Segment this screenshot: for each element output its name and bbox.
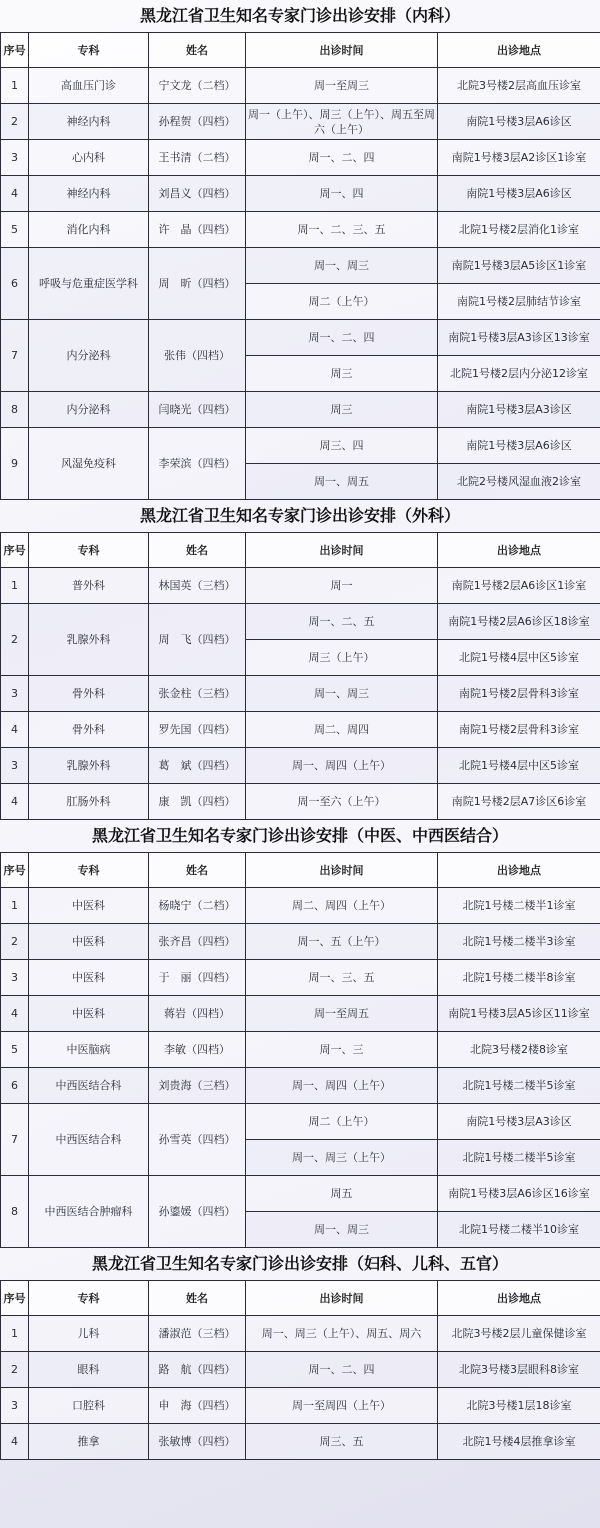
- table-row: [1, 676, 600, 712]
- row-index: 3: [1, 1388, 29, 1424]
- row-clinic-time: 周一、二、五: [246, 604, 438, 640]
- row-clinic-time: 周三（上午）: [246, 640, 438, 676]
- row-index: 2: [1, 104, 29, 140]
- table-row: [1, 712, 600, 748]
- row-doctor-name: 宁文龙（二档）: [149, 68, 246, 104]
- row-doctor-name: 路 航（四档）: [149, 1352, 246, 1388]
- row-index: 4: [1, 996, 29, 1032]
- row-specialty: 神经内科: [29, 104, 149, 140]
- row-clinic-location: 北院3号楼2层高血压诊室: [438, 68, 600, 104]
- row-index: 3: [1, 960, 29, 996]
- row-clinic-location: 南院1号楼3层A5诊区1诊室: [438, 248, 600, 284]
- row-index: 5: [1, 1032, 29, 1068]
- header-row: [1, 533, 600, 568]
- row-clinic-location: 北院1号楼4层中区5诊室: [438, 748, 600, 784]
- row-clinic-location: 北院1号楼2层内分泌12诊室: [438, 356, 600, 392]
- table-row: [1, 140, 600, 176]
- table-row: [1, 960, 600, 996]
- row-doctor-name: 孙程贺（四档）: [149, 104, 246, 140]
- header-row: [1, 33, 600, 68]
- header-location: 出诊地点: [438, 853, 600, 888]
- row-specialty: 中医科: [29, 924, 149, 960]
- table-row: [1, 104, 600, 140]
- table-row: [1, 248, 600, 284]
- row-clinic-location: 北院1号楼二楼半5诊室: [438, 1068, 600, 1104]
- table-row: [1, 1032, 600, 1068]
- row-specialty: 风湿免疫科: [29, 428, 149, 500]
- row-clinic-time: 周一至六（上午）: [246, 784, 438, 820]
- row-clinic-time: 周一、周三（上午）、周五、周六: [246, 1316, 438, 1352]
- row-doctor-name: 张伟（四档）: [149, 320, 246, 392]
- row-specialty: 高血压门诊: [29, 68, 149, 104]
- row-clinic-location: 南院1号楼2层A6诊区18诊室: [438, 604, 600, 640]
- table-row: [1, 748, 600, 784]
- header-row: [1, 1281, 600, 1316]
- header-specialty: 专科: [29, 33, 149, 68]
- row-index: 3: [1, 676, 29, 712]
- table-row: [1, 1104, 600, 1140]
- table-row: [1, 1316, 600, 1352]
- row-clinic-location: 北院3号楼2层儿童保健诊室: [438, 1316, 600, 1352]
- table-row: [1, 1068, 600, 1104]
- header-index: 序号: [1, 533, 29, 568]
- row-index: 8: [1, 392, 29, 428]
- table-row: [1, 924, 600, 960]
- header-index: 序号: [1, 1281, 29, 1316]
- table-row: [1, 428, 600, 464]
- row-clinic-time: 周一、周三: [246, 1212, 438, 1248]
- row-index: 1: [1, 1316, 29, 1352]
- row-clinic-location: 北院1号楼二楼半1诊室: [438, 888, 600, 924]
- schedule-table: [0, 1280, 600, 1460]
- table-row: [1, 1388, 600, 1424]
- row-clinic-time: 周一、五（上午）: [246, 924, 438, 960]
- header-location: 出诊地点: [438, 33, 600, 68]
- row-specialty: 口腔科: [29, 1388, 149, 1424]
- row-clinic-location: 南院1号楼3层A6诊区16诊室: [438, 1176, 600, 1212]
- row-specialty: 普外科: [29, 568, 149, 604]
- header-specialty: 专科: [29, 853, 149, 888]
- row-doctor-name: 周 昕（四档）: [149, 248, 246, 320]
- row-doctor-name: 李荣滨（四档）: [149, 428, 246, 500]
- row-clinic-time: 周二、周四: [246, 712, 438, 748]
- row-doctor-name: 王书清（二档）: [149, 140, 246, 176]
- row-index: 2: [1, 604, 29, 676]
- row-doctor-name: 李敏（四档）: [149, 1032, 246, 1068]
- row-specialty: 呼吸与危重症医学科: [29, 248, 149, 320]
- row-index: 1: [1, 888, 29, 924]
- row-index: 2: [1, 1352, 29, 1388]
- row-index: 4: [1, 1424, 29, 1460]
- row-index: 6: [1, 1068, 29, 1104]
- table-row: [1, 320, 600, 356]
- row-index: 3: [1, 748, 29, 784]
- row-doctor-name: 于 丽（四档）: [149, 960, 246, 996]
- row-index: 7: [1, 1104, 29, 1176]
- header-row: [1, 853, 600, 888]
- table-row: [1, 176, 600, 212]
- row-clinic-time: 周一至周四（上午）: [246, 1388, 438, 1424]
- row-index: 8: [1, 1176, 29, 1248]
- section-title: 黑龙江省卫生知名专家门诊出诊安排（外科）: [0, 500, 600, 532]
- table-row: [1, 996, 600, 1032]
- row-clinic-time: 周三: [246, 356, 438, 392]
- table-row: [1, 1424, 600, 1460]
- row-doctor-name: 林国英（三档）: [149, 568, 246, 604]
- schedule-section: [0, 1248, 600, 1460]
- row-index: 5: [1, 212, 29, 248]
- row-index: 6: [1, 248, 29, 320]
- header-location: 出诊地点: [438, 533, 600, 568]
- schedule-table: [0, 532, 600, 820]
- header-index: 序号: [1, 33, 29, 68]
- row-specialty: 内分泌科: [29, 320, 149, 392]
- table-row: [1, 1176, 600, 1212]
- row-specialty: 中西医结合肿瘤科: [29, 1176, 149, 1248]
- row-doctor-name: 张敏博（四档）: [149, 1424, 246, 1460]
- section-title: 黑龙江省卫生知名专家门诊出诊安排（内科）: [0, 0, 600, 32]
- row-clinic-time: 周一: [246, 568, 438, 604]
- row-doctor-name: 蒋岩（四档）: [149, 996, 246, 1032]
- row-clinic-location: 北院1号楼二楼半5诊室: [438, 1140, 600, 1176]
- row-doctor-name: 张齐昌（四档）: [149, 924, 246, 960]
- row-clinic-time: 周一（上午）、周三（上午）、周五至周六（上午）: [246, 104, 438, 140]
- row-doctor-name: 罗先国（四档）: [149, 712, 246, 748]
- row-clinic-location: 北院1号楼二楼半10诊室: [438, 1212, 600, 1248]
- row-doctor-name: 张金柱（三档）: [149, 676, 246, 712]
- header-name: 姓名: [149, 33, 246, 68]
- row-clinic-time: 周三、四: [246, 428, 438, 464]
- row-clinic-time: 周一、二、四: [246, 320, 438, 356]
- row-clinic-location: 北院1号楼4层推拿诊室: [438, 1424, 600, 1460]
- row-clinic-location: 南院1号楼2层A7诊区6诊室: [438, 784, 600, 820]
- row-clinic-location: 南院1号楼2层骨科3诊室: [438, 676, 600, 712]
- row-clinic-time: 周五: [246, 1176, 438, 1212]
- header-name: 姓名: [149, 853, 246, 888]
- row-clinic-location: 北院3号楼3层眼科8诊室: [438, 1352, 600, 1388]
- table-row: [1, 1352, 600, 1388]
- row-clinic-time: 周二、周四（上午）: [246, 888, 438, 924]
- row-clinic-time: 周一、三、五: [246, 960, 438, 996]
- row-clinic-location: 南院1号楼3层A3诊区13诊室: [438, 320, 600, 356]
- row-clinic-time: 周一、周四（上午）: [246, 1068, 438, 1104]
- row-clinic-location: 北院1号楼2层消化1诊室: [438, 212, 600, 248]
- row-specialty: 乳腺外科: [29, 748, 149, 784]
- row-specialty: 神经内科: [29, 176, 149, 212]
- row-specialty: 中医科: [29, 996, 149, 1032]
- row-doctor-name: 许 晶（四档）: [149, 212, 246, 248]
- row-index: 1: [1, 68, 29, 104]
- row-clinic-time: 周一、四: [246, 176, 438, 212]
- row-clinic-time: 周一、周三: [246, 248, 438, 284]
- row-specialty: 心内科: [29, 140, 149, 176]
- row-index: 4: [1, 712, 29, 748]
- schedule-section: [0, 0, 600, 500]
- header-name: 姓名: [149, 1281, 246, 1316]
- row-doctor-name: 刘贵海（三档）: [149, 1068, 246, 1104]
- row-doctor-name: 申 海（四档）: [149, 1388, 246, 1424]
- row-clinic-location: 北院1号楼二楼半8诊室: [438, 960, 600, 996]
- row-doctor-name: 闫晓光（四档）: [149, 392, 246, 428]
- table-row: [1, 212, 600, 248]
- row-clinic-time: 周一、周五: [246, 464, 438, 500]
- schedule-table: [0, 852, 600, 1248]
- row-clinic-location: 南院1号楼2层A6诊区1诊室: [438, 568, 600, 604]
- row-clinic-time: 周一、二、四: [246, 1352, 438, 1388]
- row-specialty: 中西医结合科: [29, 1104, 149, 1176]
- row-clinic-time: 周三: [246, 392, 438, 428]
- row-specialty: 骨外科: [29, 712, 149, 748]
- header-time: 出诊时间: [246, 33, 438, 68]
- row-doctor-name: 葛 斌（四档）: [149, 748, 246, 784]
- row-clinic-time: 周二（上午）: [246, 1104, 438, 1140]
- table-row: [1, 68, 600, 104]
- row-clinic-time: 周一、二、三、五: [246, 212, 438, 248]
- table-row: [1, 888, 600, 924]
- schedule-section: [0, 500, 600, 820]
- row-specialty: 儿科: [29, 1316, 149, 1352]
- row-specialty: 中医科: [29, 888, 149, 924]
- row-clinic-location: 南院1号楼2层骨科3诊室: [438, 712, 600, 748]
- row-clinic-location: 北院1号楼二楼半3诊室: [438, 924, 600, 960]
- table-row: [1, 568, 600, 604]
- schedule-table: [0, 32, 600, 500]
- row-index: 3: [1, 140, 29, 176]
- row-index: 4: [1, 784, 29, 820]
- row-clinic-location: 南院1号楼3层A6诊区: [438, 428, 600, 464]
- row-specialty: 推拿: [29, 1424, 149, 1460]
- row-clinic-time: 周一、三: [246, 1032, 438, 1068]
- section-title: 黑龙江省卫生知名专家门诊出诊安排（妇科、儿科、五官）: [0, 1248, 600, 1280]
- row-clinic-time: 周三、五: [246, 1424, 438, 1460]
- header-specialty: 专科: [29, 1281, 149, 1316]
- header-name: 姓名: [149, 533, 246, 568]
- row-index: 1: [1, 568, 29, 604]
- row-doctor-name: 孙鎏媛（四档）: [149, 1176, 246, 1248]
- row-clinic-location: 南院1号楼2层肺结节诊室: [438, 284, 600, 320]
- row-doctor-name: 杨晓宁（二档）: [149, 888, 246, 924]
- row-clinic-time: 周一、周四（上午）: [246, 748, 438, 784]
- row-clinic-location: 北院2号楼风湿血液2诊室: [438, 464, 600, 500]
- row-specialty: 眼科: [29, 1352, 149, 1388]
- row-doctor-name: 孙雪英（四档）: [149, 1104, 246, 1176]
- row-clinic-location: 南院1号楼3层A6诊区: [438, 104, 600, 140]
- row-specialty: 中医科: [29, 960, 149, 996]
- row-index: 2: [1, 924, 29, 960]
- header-time: 出诊时间: [246, 533, 438, 568]
- row-clinic-location: 南院1号楼3层A6诊区: [438, 176, 600, 212]
- header-time: 出诊时间: [246, 853, 438, 888]
- row-clinic-location: 南院1号楼3层A2诊区1诊室: [438, 140, 600, 176]
- row-clinic-location: 南院1号楼3层A5诊区11诊室: [438, 996, 600, 1032]
- row-clinic-time: 周一至周五: [246, 996, 438, 1032]
- section-title: 黑龙江省卫生知名专家门诊出诊安排（中医、中西医结合）: [0, 820, 600, 852]
- schedule-section: [0, 820, 600, 1248]
- row-specialty: 内分泌科: [29, 392, 149, 428]
- row-clinic-time: 周二（上午）: [246, 284, 438, 320]
- table-row: [1, 604, 600, 640]
- row-index: 9: [1, 428, 29, 500]
- row-clinic-location: 南院1号楼3层A3诊区: [438, 392, 600, 428]
- row-specialty: 骨外科: [29, 676, 149, 712]
- header-location: 出诊地点: [438, 1281, 600, 1316]
- row-doctor-name: 康 凯（四档）: [149, 784, 246, 820]
- row-doctor-name: 潘淑范（三档）: [149, 1316, 246, 1352]
- row-specialty: 乳腺外科: [29, 604, 149, 676]
- row-clinic-time: 周一至周三: [246, 68, 438, 104]
- header-index: 序号: [1, 853, 29, 888]
- row-specialty: 中医脑病: [29, 1032, 149, 1068]
- header-time: 出诊时间: [246, 1281, 438, 1316]
- row-specialty: 中西医结合科: [29, 1068, 149, 1104]
- row-clinic-time: 周一、周三: [246, 676, 438, 712]
- row-specialty: 消化内科: [29, 212, 149, 248]
- row-doctor-name: 周 飞（四档）: [149, 604, 246, 676]
- header-specialty: 专科: [29, 533, 149, 568]
- row-index: 4: [1, 176, 29, 212]
- row-doctor-name: 刘昌义（四档）: [149, 176, 246, 212]
- table-row: [1, 784, 600, 820]
- row-clinic-location: 南院1号楼3层A3诊区: [438, 1104, 600, 1140]
- row-clinic-time: 周一、二、四: [246, 140, 438, 176]
- row-index: 7: [1, 320, 29, 392]
- row-specialty: 肛肠外科: [29, 784, 149, 820]
- row-clinic-location: 北院3号楼2楼8诊室: [438, 1032, 600, 1068]
- table-row: [1, 392, 600, 428]
- row-clinic-location: 北院3号楼1层18诊室: [438, 1388, 600, 1424]
- row-clinic-location: 北院1号楼4层中区5诊室: [438, 640, 600, 676]
- row-clinic-time: 周一、周三（上午）: [246, 1140, 438, 1176]
